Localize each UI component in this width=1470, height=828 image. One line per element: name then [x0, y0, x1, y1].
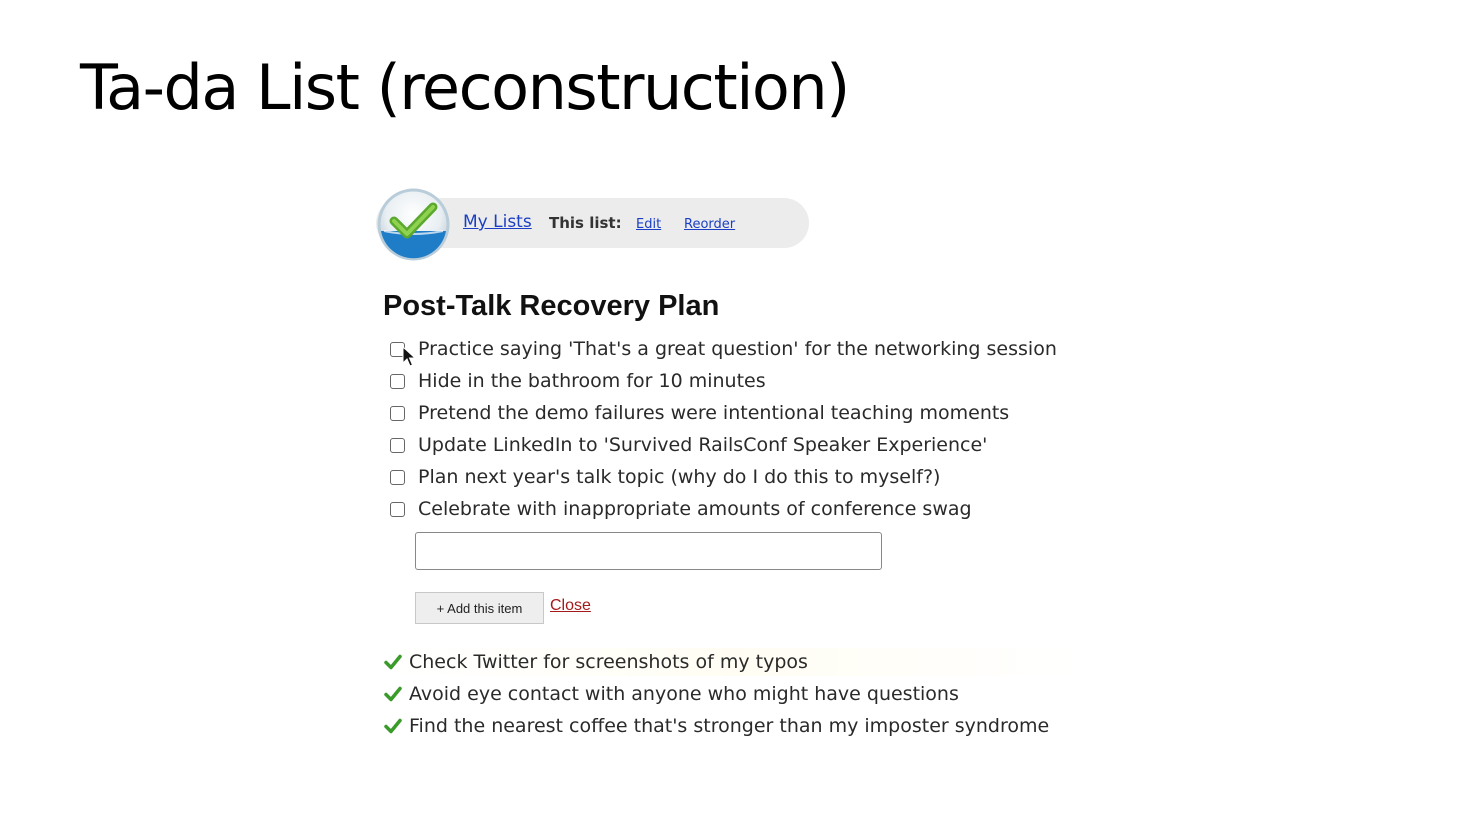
completed-item-text: Find the nearest coffee that's stronger than my imposter syndrome	[409, 715, 1050, 737]
item-checkbox[interactable]	[390, 438, 405, 453]
checkmark-icon[interactable]	[384, 653, 402, 671]
completed-item	[384, 713, 1049, 739]
completed-item-text: Check Twitter for screenshots of my typos	[409, 651, 808, 673]
item-checkbox[interactable]	[390, 406, 405, 421]
edit-link[interactable]: Edit	[636, 217, 662, 232]
list-title: Post-Talk Recovery Plan	[383, 290, 720, 322]
completed-item	[384, 649, 808, 675]
completed-item-text: Avoid eye contact with anyone who might have questions	[409, 683, 959, 705]
slide-title: Ta-da List (reconstruction)	[80, 51, 849, 124]
list-item	[390, 496, 972, 522]
close-link[interactable]: Close	[550, 597, 591, 614]
item-text: Update LinkedIn to 'Survived RailsConf Speaker Experience'	[418, 434, 988, 456]
item-checkbox[interactable]	[390, 470, 405, 485]
list-item	[390, 336, 1057, 362]
item-text: Celebrate with inappropriate amounts of conference swag	[418, 498, 972, 520]
new-item-input[interactable]	[415, 532, 882, 570]
item-checkbox[interactable]	[390, 374, 405, 389]
list-item	[390, 400, 1009, 426]
mouse-pointer-icon	[402, 346, 416, 368]
this-list-label: This list:	[549, 214, 622, 232]
checkmark-icon[interactable]	[384, 685, 402, 703]
item-text: Plan next year's talk topic (why do I do this to myself?)	[418, 466, 941, 488]
list-item	[390, 368, 766, 394]
add-item-button[interactable]: + Add this item	[415, 592, 544, 624]
checkmark-icon[interactable]	[384, 717, 402, 735]
checkmark-logo-icon[interactable]	[376, 187, 451, 262]
my-lists-link[interactable]: My Lists	[463, 212, 532, 232]
list-item	[390, 432, 987, 458]
reorder-link[interactable]: Reorder	[684, 217, 736, 232]
item-text: Practice saying 'That's a great question' for the networking session	[418, 338, 1057, 360]
item-text: Pretend the demo failures were intentional teaching moments	[418, 402, 1010, 424]
item-checkbox[interactable]	[390, 502, 405, 517]
list-item	[390, 464, 940, 490]
completed-item	[384, 681, 959, 707]
item-text: Hide in the bathroom for 10 minutes	[418, 370, 766, 392]
